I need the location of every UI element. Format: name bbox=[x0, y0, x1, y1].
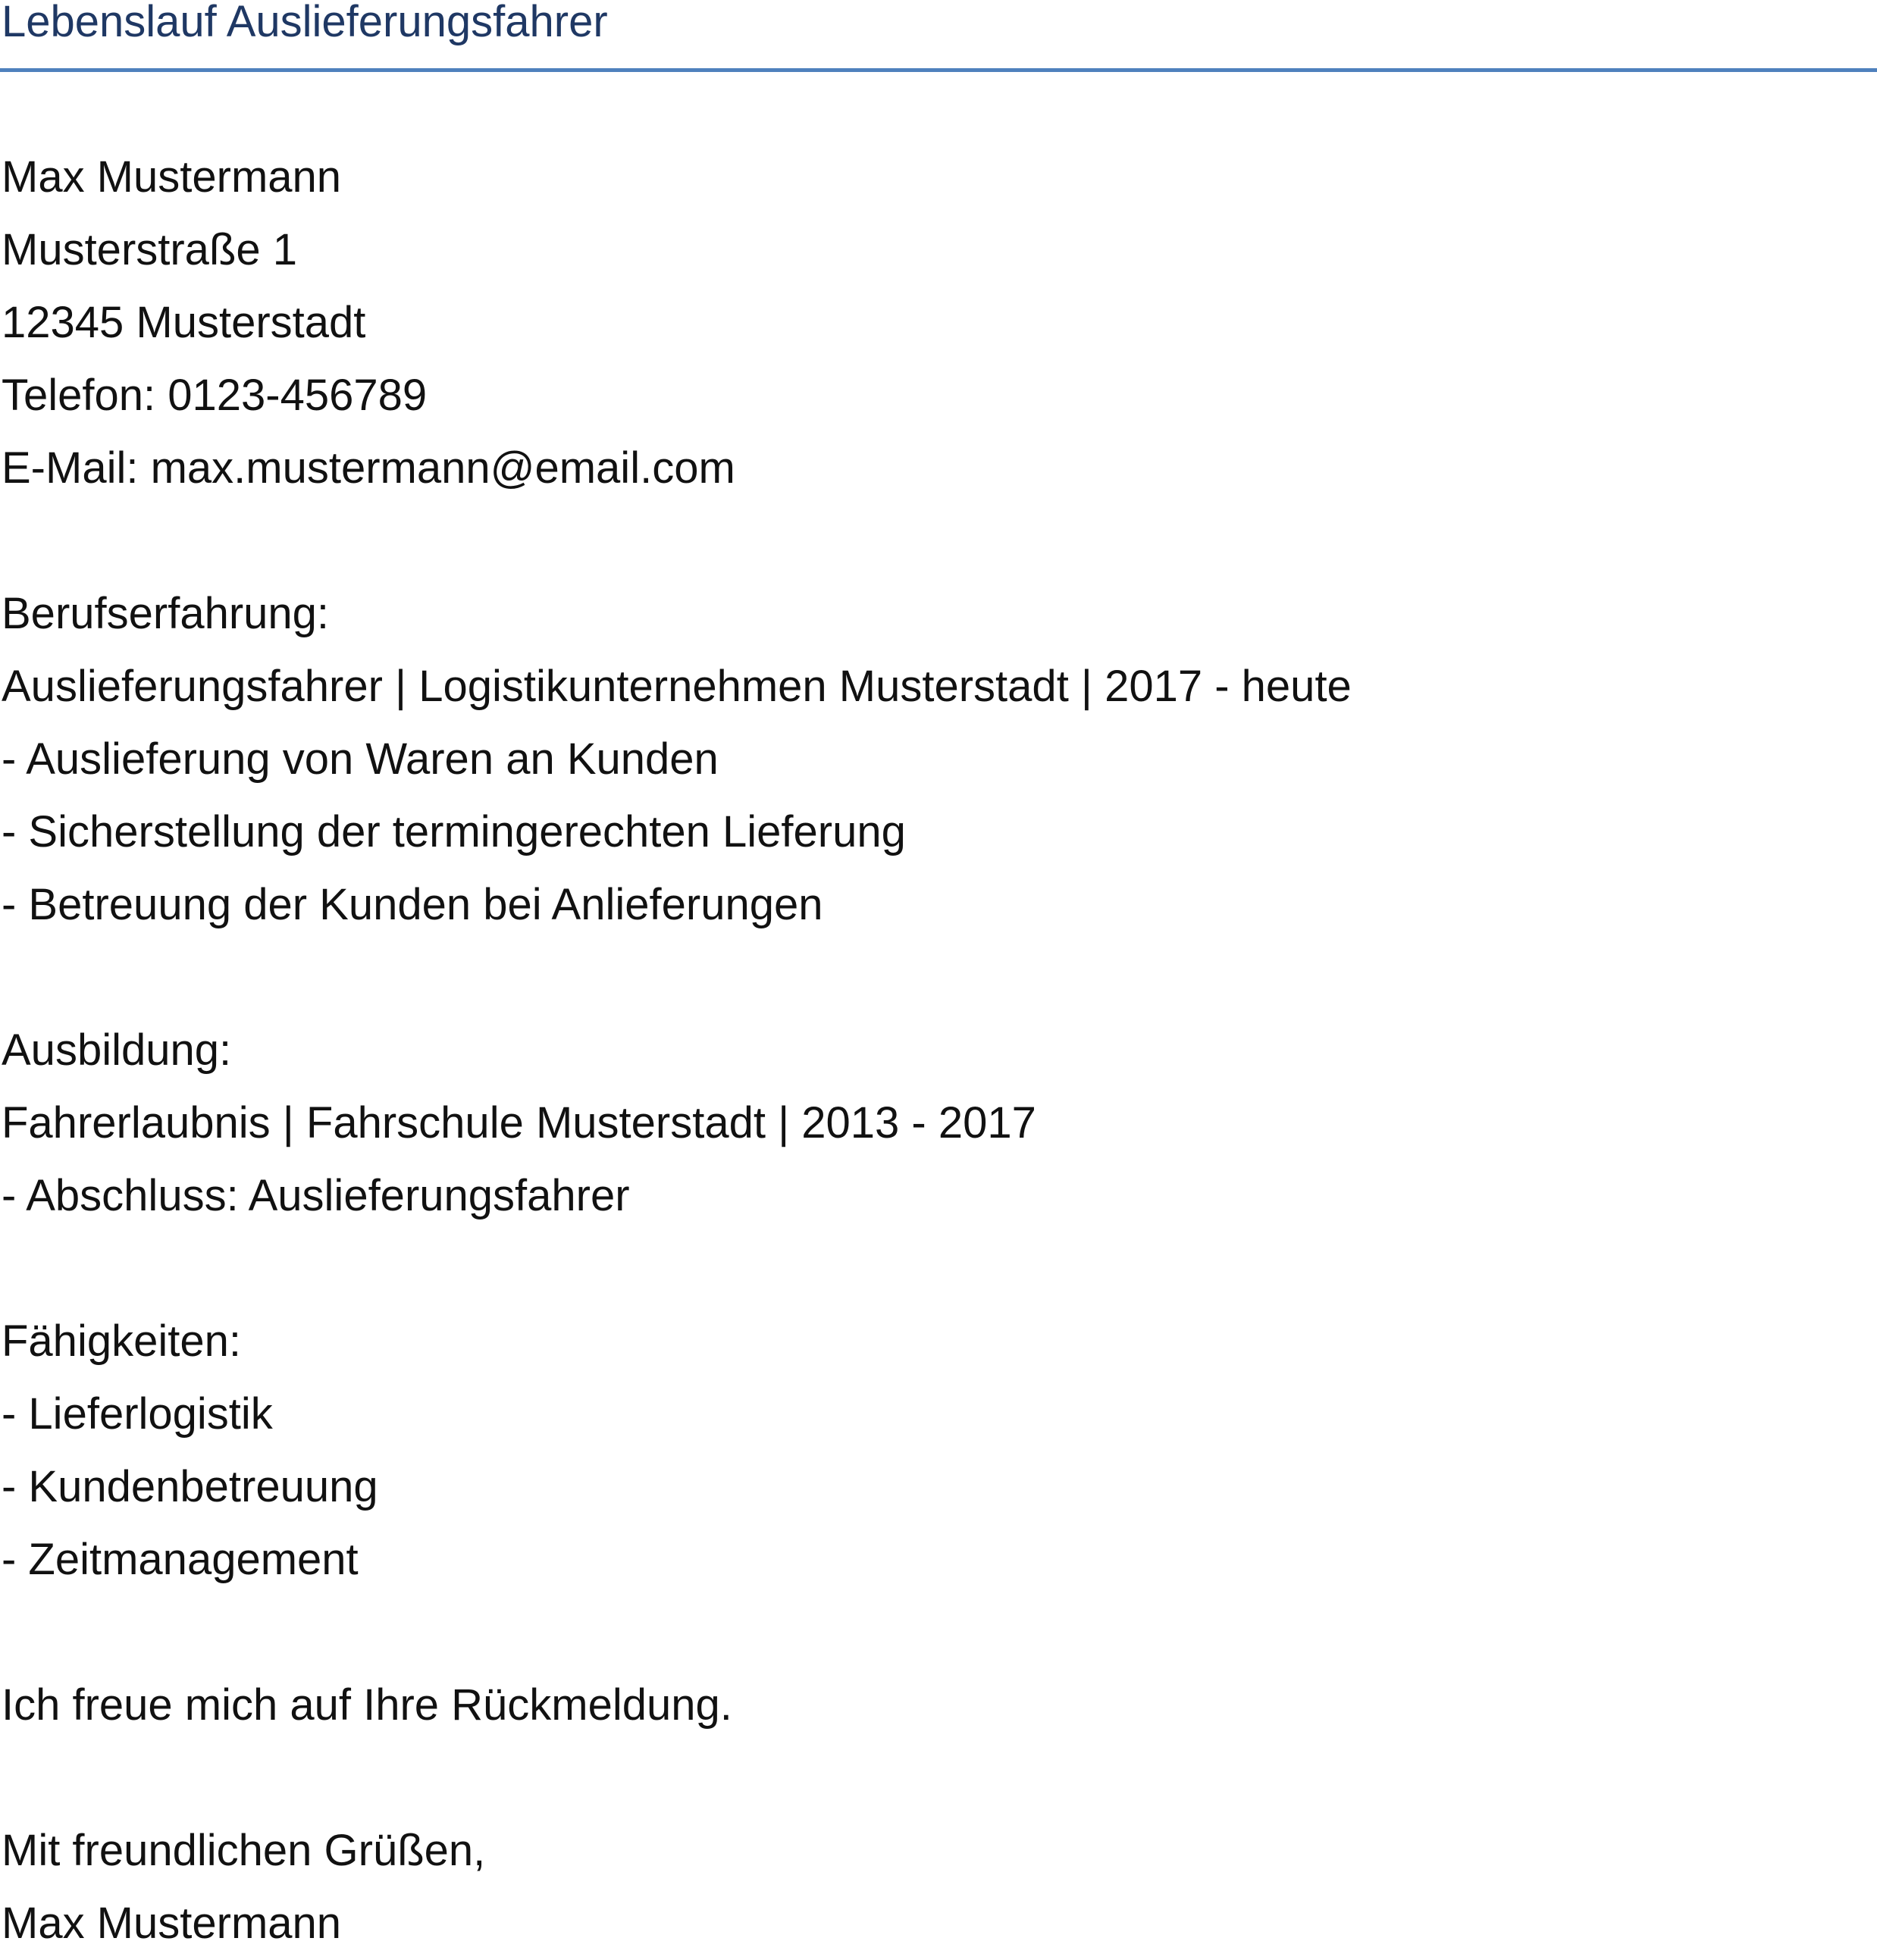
blank-line bbox=[2, 1742, 1874, 1814]
contact-email: E-Mail: max.mustermann@email.com bbox=[2, 443, 735, 493]
contact-street: Musterstraße 1 bbox=[2, 225, 297, 274]
skills-heading: Fähigkeiten: bbox=[2, 1317, 241, 1366]
education-heading: Ausbildung: bbox=[2, 1025, 232, 1075]
contact-city: 12345 Musterstadt bbox=[2, 298, 366, 347]
skill-item: - Lieferlogistik bbox=[2, 1389, 273, 1439]
experience-position: Auslieferungsfahrer | Logistikunternehmen Musterstadt | 2017 - heute bbox=[2, 662, 1352, 711]
skill-item: - Kundenbetreuung bbox=[2, 1462, 378, 1511]
blank-line bbox=[2, 1232, 1874, 1305]
experience-item: - Sicherstellung der termingerechten Lieferung bbox=[2, 807, 906, 856]
blank-line bbox=[2, 505, 1874, 578]
blank-line bbox=[2, 1596, 1874, 1669]
title-underline bbox=[0, 68, 1877, 72]
closing-line: Ich freue mich auf Ihre Rückmeldung. bbox=[2, 1680, 732, 1730]
experience-item: - Betreuung der Kunden bei Anlieferungen bbox=[2, 880, 823, 929]
education-entry: Fahrerlaubnis | Fahrschule Musterstadt | 2013 - 2017 bbox=[2, 1098, 1036, 1148]
resume-body bbox=[2, 141, 1874, 1960]
skill-item: - Zeitmanagement bbox=[2, 1535, 359, 1584]
blank-line bbox=[2, 941, 1874, 1014]
contact-name: Max Mustermann bbox=[2, 152, 342, 202]
document-title: Lebenslauf Auslieferungsfahrer bbox=[2, 0, 608, 46]
education-item: - Abschluss: Auslieferungsfahrer bbox=[2, 1171, 630, 1220]
closing-signature: Max Mustermann bbox=[2, 1899, 342, 1948]
experience-item: - Auslieferung von Waren an Kunden bbox=[2, 734, 719, 784]
experience-heading: Berufserfahrung: bbox=[2, 589, 330, 638]
contact-phone: Telefon: 0123-456789 bbox=[2, 371, 428, 420]
closing-greeting: Mit freundlichen Grüßen, bbox=[2, 1826, 486, 1875]
